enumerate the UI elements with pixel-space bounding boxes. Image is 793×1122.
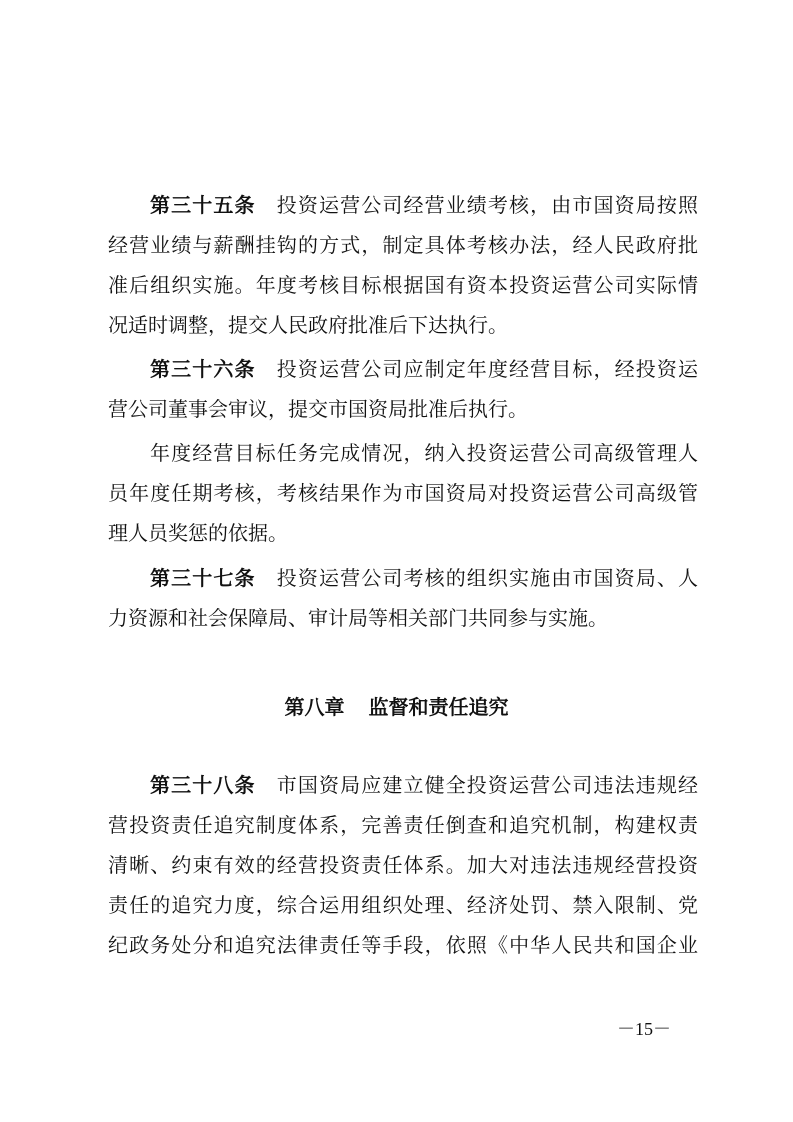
article-35-line-3: 准后组织实施。年度考核目标根据国有资本投资运营公司实际情	[108, 273, 698, 297]
article-35-heading: 第三十五条	[150, 193, 256, 217]
article-38-line-4: 责任的追究力度，综合运用组织处理、经济处罚、禁入限制、党	[108, 893, 698, 917]
article-36-line-2: 营公司董事会审议，提交市国资局批准后执行。	[108, 397, 528, 421]
article-37-line-2: 力资源和社会保障局、审计局等相关部门共同参与实施。	[108, 606, 608, 630]
article-38-line-1	[150, 765, 698, 805]
article-36-para-2-line-1: 年度经营目标任务完成情况，纳入投资运营公司高级管理人	[150, 441, 698, 465]
article-35-line-2: 经营业绩与薪酬挂钩的方式，制定具体考核办法，经人民政府批	[108, 233, 698, 257]
article-36-heading: 第三十六条	[150, 357, 256, 381]
article-36-para-2-line-2: 员年度任期考核，考核结果作为市国资局对投资运营公司高级管	[108, 481, 698, 505]
article-38-line-3: 清晰、约束有效的经营投资责任体系。加大对违法违规经营投资	[108, 853, 698, 877]
article-38-heading: 第三十八条	[150, 773, 256, 797]
article-36-line-1	[150, 349, 698, 389]
article-37-heading: 第三十七条	[150, 566, 256, 590]
article-36-para-2-line-3: 理人员奖惩的依据。	[108, 521, 288, 545]
article-36-text: 投资运营公司应制定年度经营目标，经投资运	[275, 357, 699, 381]
chapter-number: 第八章	[284, 695, 345, 719]
article-35-line-4: 况适时调整，提交人民政府批准后下达执行。	[108, 313, 508, 337]
article-38-text: 市国资局应建立健全投资运营公司违法违规经	[275, 773, 699, 797]
article-38-line-5: 纪政务处分和追究法律责任等手段，依照《中华人民共和国企业	[108, 933, 698, 957]
article-35-line-1	[150, 185, 698, 225]
chapter-heading	[0, 687, 793, 727]
page-number: －15－	[617, 1019, 671, 1039]
article-35-text: 投资运营公司经营业绩考核，由市国资局按照	[275, 193, 699, 217]
article-37-line-1	[150, 558, 698, 598]
article-38-line-2: 营投资责任追究制度体系，完善责任倒查和追究机制，构建权责	[108, 813, 698, 837]
chapter-title: 监督和责任追究	[368, 695, 509, 719]
article-37-text: 投资运营公司考核的组织实施由市国资局、人	[275, 566, 699, 590]
